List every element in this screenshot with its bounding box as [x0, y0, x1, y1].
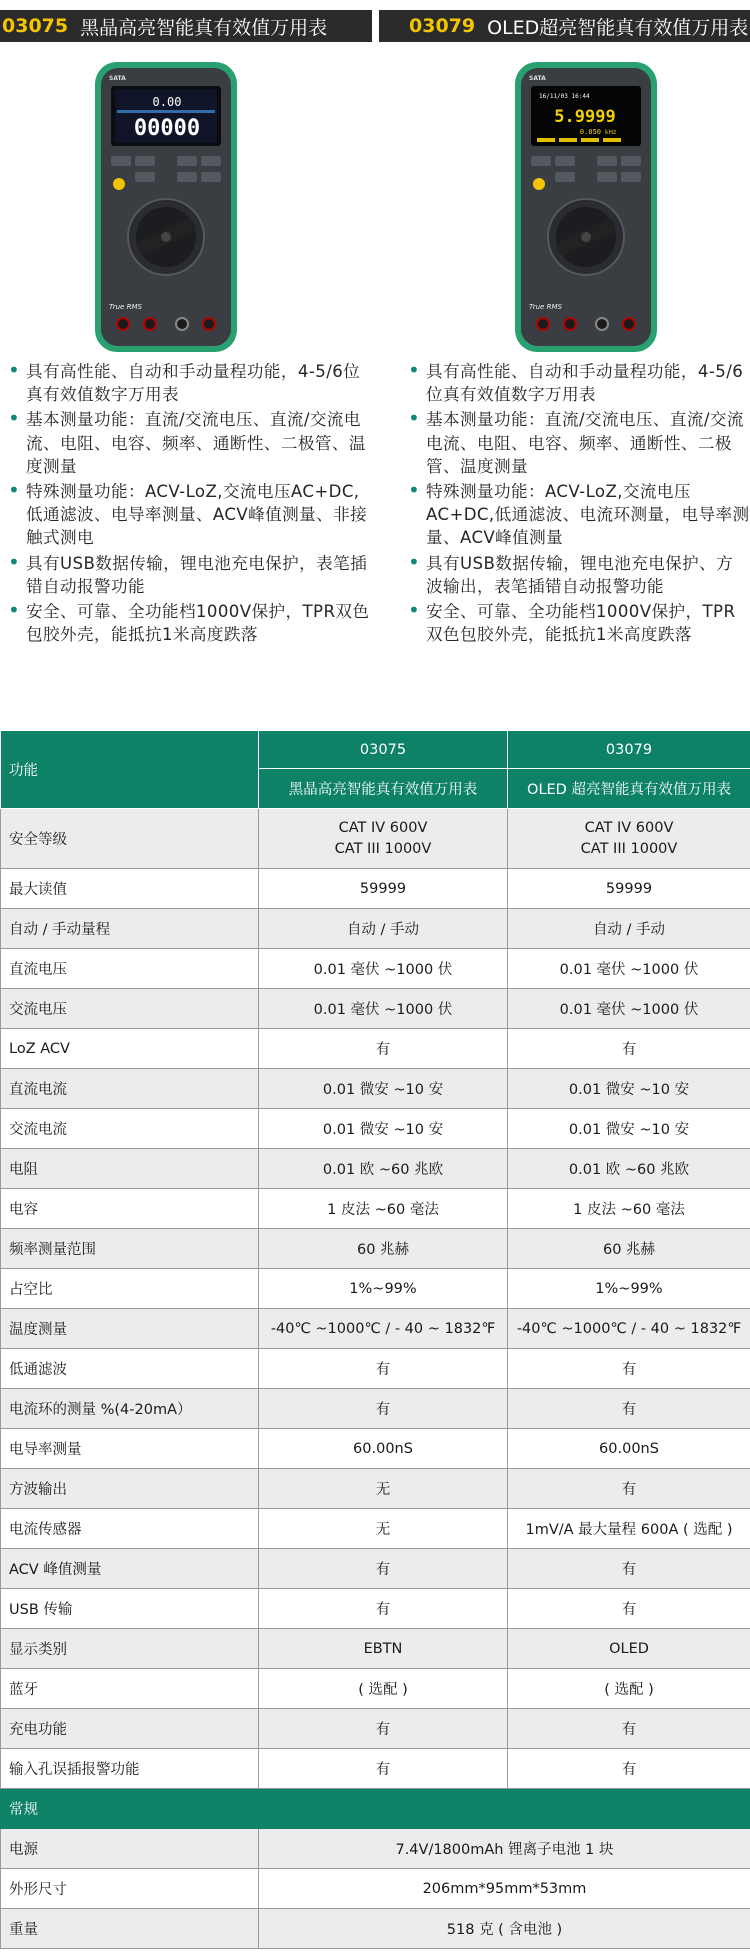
- cell-03079: 自动 / 手动: [508, 909, 750, 949]
- row-label: 电容: [1, 1189, 259, 1229]
- row-label: 外形尺寸: [1, 1869, 259, 1909]
- cell-03075: ( 选配 ): [259, 1669, 508, 1709]
- row-label: 交流电流: [1, 1109, 259, 1149]
- cell-03079: ( 选配 ): [508, 1669, 750, 1709]
- feature-text: 具有高性能、自动和手动量程功能，4-5/6位真有效值数字万用表: [426, 362, 744, 405]
- row-label: 低通滤波: [1, 1349, 259, 1389]
- row-label: 自动 / 手动量程: [1, 909, 259, 949]
- row-label: 电流传感器: [1, 1509, 259, 1549]
- bullet-icon: •: [8, 478, 20, 503]
- bullet-icon: •: [8, 598, 20, 623]
- cell-line: CAT IV 600V: [338, 819, 428, 836]
- cell-03075: 0.01 微安 ~10 安: [259, 1069, 508, 1109]
- bullet-icon: •: [408, 478, 420, 503]
- cell-03075: 有: [259, 1389, 508, 1429]
- table-row: [1, 1309, 750, 1349]
- table-row: [1, 1349, 750, 1389]
- shared-value-cell: 7.4V/1800mAh 锂离子电池 1 块: [259, 1829, 750, 1869]
- cell-03079: 有: [508, 1349, 750, 1389]
- table-row: [1, 1909, 750, 1949]
- row-label: 占空比: [1, 1269, 259, 1309]
- row-label: 电源: [1, 1829, 259, 1869]
- table-row: [1, 809, 750, 869]
- table-row: [1, 1829, 750, 1869]
- feature-item: [408, 408, 750, 478]
- model-code-header: 03075: [259, 731, 508, 769]
- feature-item: [408, 549, 750, 598]
- feature-item: [8, 480, 370, 550]
- cell-03079: 有: [508, 1029, 750, 1069]
- main-reading: 5.9999: [554, 107, 616, 127]
- cell-03079: 0.01 欧 ~60 兆欧: [508, 1149, 750, 1189]
- spec-comparison-table: [0, 730, 750, 1949]
- feature-text: 具有高性能、自动和手动量程功能，4-5/6位真有效值数字万用表: [26, 362, 361, 405]
- multimeter-03075-image: [95, 62, 237, 352]
- table-row: [1, 1709, 750, 1749]
- section-row-general: [1, 1789, 750, 1829]
- row-label: 输入孔误插报警功能: [1, 1749, 259, 1789]
- cell-03075: 0.01 毫伏 ~1000 伏: [259, 949, 508, 989]
- cell-03079: 0.01 微安 ~10 安: [508, 1109, 750, 1149]
- table-row: [1, 1229, 750, 1269]
- table-row: [1, 1429, 750, 1469]
- brand-text: SATA: [109, 75, 126, 82]
- bullet-icon: •: [8, 549, 20, 574]
- table-row: [1, 1109, 750, 1149]
- shared-value-cell: 518 克 ( 含电池 ): [259, 1909, 750, 1949]
- model-name-header: OLED 超亮智能真有效值万用表: [508, 769, 750, 809]
- table-row: [1, 1149, 750, 1189]
- sub-unit: kHz: [605, 129, 617, 136]
- cell-line: CAT III 1000V: [334, 840, 432, 857]
- product-title: OLED超亮智能真有效值万用表: [487, 16, 749, 39]
- cell-03075: 有: [259, 1709, 508, 1749]
- cell-03075: 0.01 欧 ~60 兆欧: [259, 1149, 508, 1189]
- product-header-03079: [379, 10, 750, 42]
- row-label: 电阻: [1, 1149, 259, 1189]
- row-label: 电导率测量: [1, 1429, 259, 1469]
- cell-03075: 有: [259, 1549, 508, 1589]
- table-row: [1, 1269, 750, 1309]
- cell-03079: 1%~99%: [508, 1269, 750, 1309]
- feature-item: [8, 360, 370, 406]
- bullet-icon: •: [408, 598, 420, 623]
- cell-03075: 无: [259, 1509, 508, 1549]
- table-row: [1, 1549, 750, 1589]
- cell-03079: 0.01 毫伏 ~1000 伏: [508, 949, 750, 989]
- cell-03079: 有: [508, 1549, 750, 1589]
- section-label: 常规: [1, 1789, 750, 1829]
- row-label: USB 传输: [1, 1589, 259, 1629]
- feature-text: 安全、可靠、全功能档1000V保护，TPR双色包胶外壳，能抵抗1米高度跌落: [26, 602, 370, 645]
- feature-text: 基本测量功能：直流/交流电压、直流/交流电流、电阻、电容、频率、通断性、二极管、温度测量: [26, 410, 366, 476]
- bullet-icon: •: [408, 406, 420, 431]
- table-row: [1, 1749, 750, 1789]
- cell-03075: 无: [259, 1469, 508, 1509]
- row-label: 电流环的测量 %(4-20mA）: [1, 1389, 259, 1429]
- row-label: LoZ ACV: [1, 1029, 259, 1069]
- cell-03079: 有: [508, 1389, 750, 1429]
- cell-03075: [259, 809, 508, 869]
- brand-text: SATA: [529, 75, 546, 82]
- feature-text: 具有USB数据传输，锂电池充电保护，表笔插错自动报警功能: [26, 553, 368, 596]
- cell-03079: 60.00nS: [508, 1429, 750, 1469]
- cell-03079: -40℃ ~1000℃ / - 40 ~ 1832℉: [508, 1309, 750, 1349]
- table-row: [1, 1189, 750, 1229]
- cell-03079: OLED: [508, 1629, 750, 1669]
- row-label: 安全等级: [1, 809, 259, 869]
- product-code: 03075: [2, 15, 69, 37]
- feature-text: 具有USB数据传输，锂电池充电保护、方波输出，表笔插错自动报警功能: [426, 553, 734, 596]
- cell-03075: EBTN: [259, 1629, 508, 1669]
- table-row: [1, 869, 750, 909]
- feature-item: [8, 408, 370, 478]
- row-label: 直流电压: [1, 949, 259, 989]
- date-readout: 16/11/03 16:44: [539, 93, 590, 100]
- cell-03079: 有: [508, 1469, 750, 1509]
- cell-03075: 59999: [259, 869, 508, 909]
- function-column-header: 功能: [1, 731, 259, 809]
- table-row: [1, 1869, 750, 1909]
- table-row: [1, 1389, 750, 1429]
- table-row: [1, 1069, 750, 1109]
- sub-reading: 0.050: [579, 128, 601, 136]
- cell-03079: 有: [508, 1589, 750, 1629]
- table-row: [1, 1669, 750, 1709]
- bullet-icon: •: [8, 406, 20, 431]
- row-label: 最大读值: [1, 869, 259, 909]
- cell-03075: 有: [259, 1749, 508, 1789]
- row-label: 显示类别: [1, 1629, 259, 1669]
- cell-03079: 有: [508, 1709, 750, 1749]
- row-label: 方波输出: [1, 1469, 259, 1509]
- bullet-icon: •: [408, 549, 420, 574]
- cell-03079: 0.01 毫伏 ~1000 伏: [508, 989, 750, 1029]
- cell-03075: -40℃ ~1000℃ / - 40 ~ 1832℉: [259, 1309, 508, 1349]
- cell-03079: 有: [508, 1749, 750, 1789]
- cell-03075: 有: [259, 1029, 508, 1069]
- bullet-icon: •: [408, 358, 420, 382]
- feature-list-03079: [408, 360, 750, 648]
- table-row: [1, 1629, 750, 1669]
- feature-item: [8, 549, 370, 598]
- cell-03079: [508, 809, 750, 869]
- table-row: [1, 989, 750, 1029]
- feature-text: 特殊测量功能：ACV-LoZ,交流电压AC+DC,低通滤波、电导率测量、ACV峰值测量、非接触式测电: [26, 482, 368, 548]
- row-label: 充电功能: [1, 1709, 259, 1749]
- cell-03079: 1 皮法 ~60 毫法: [508, 1189, 750, 1229]
- product-title: 黑晶高亮智能真有效值万用表: [80, 16, 328, 39]
- feature-text: 基本测量功能：直流/交流电压、直流/交流电流、电阻、电容、频率、通断性、二极管、温度测量: [426, 410, 744, 476]
- row-label: 重量: [1, 1909, 259, 1949]
- table-row: [1, 949, 750, 989]
- cell-03075: 0.01 微安 ~10 安: [259, 1109, 508, 1149]
- cell-03079: 60 兆赫: [508, 1229, 750, 1269]
- row-label: 交流电压: [1, 989, 259, 1029]
- product-code: 03079: [409, 15, 476, 37]
- cell-03075: 1%~99%: [259, 1269, 508, 1309]
- shared-value-cell: 206mm*95mm*53mm: [259, 1869, 750, 1909]
- row-label: 温度测量: [1, 1309, 259, 1349]
- row-label: 频率测量范围: [1, 1229, 259, 1269]
- cell-03075: 有: [259, 1349, 508, 1389]
- product-header-03075: [0, 10, 372, 42]
- cell-03079: 59999: [508, 869, 750, 909]
- cell-03075: 有: [259, 1589, 508, 1629]
- row-label: 直流电流: [1, 1069, 259, 1109]
- cell-03075: 1 皮法 ~60 毫法: [259, 1189, 508, 1229]
- table-row: [1, 1029, 750, 1069]
- true-rms-label: True RMS: [109, 303, 142, 311]
- cell-03075: 60 兆赫: [259, 1229, 508, 1269]
- cell-line: CAT IV 600V: [584, 819, 674, 836]
- row-label: ACV 峰值测量: [1, 1549, 259, 1589]
- feature-item: [408, 600, 750, 646]
- table-row: [1, 1469, 750, 1509]
- multimeter-03079-image: [515, 62, 657, 352]
- feature-item: [8, 600, 370, 646]
- feature-text: 特殊测量功能：ACV-LoZ,交流电压AC+DC,低通滤波、电流环测量，电导率测量、ACV峰值测量: [426, 482, 750, 548]
- bullet-icon: •: [8, 358, 20, 382]
- cell-03079: 0.01 微安 ~10 安: [508, 1069, 750, 1109]
- cell-03079: 1mV/A 最大量程 600A ( 选配 ): [508, 1509, 750, 1549]
- feature-item: [408, 360, 750, 406]
- top-reading: 0.00: [152, 95, 182, 109]
- cell-03075: 自动 / 手动: [259, 909, 508, 949]
- table-header-row: [1, 731, 750, 769]
- row-label: 蓝牙: [1, 1669, 259, 1709]
- model-code-header: 03079: [508, 731, 750, 769]
- table-row: [1, 1589, 750, 1629]
- feature-item: [408, 480, 750, 550]
- table-row: [1, 909, 750, 949]
- feature-list-03075: [8, 360, 370, 648]
- cell-03075: 60.00nS: [259, 1429, 508, 1469]
- cell-line: CAT III 1000V: [580, 840, 678, 857]
- true-rms-label: True RMS: [529, 303, 562, 311]
- feature-text: 安全、可靠、全功能档1000V保护，TPR双色包胶外壳，能抵抗1米高度跌落: [426, 602, 736, 645]
- table-row: [1, 1509, 750, 1549]
- main-reading: 00000: [133, 116, 201, 141]
- model-name-header: 黑晶高亮智能真有效值万用表: [259, 769, 508, 809]
- cell-03075: 0.01 毫伏 ~1000 伏: [259, 989, 508, 1029]
